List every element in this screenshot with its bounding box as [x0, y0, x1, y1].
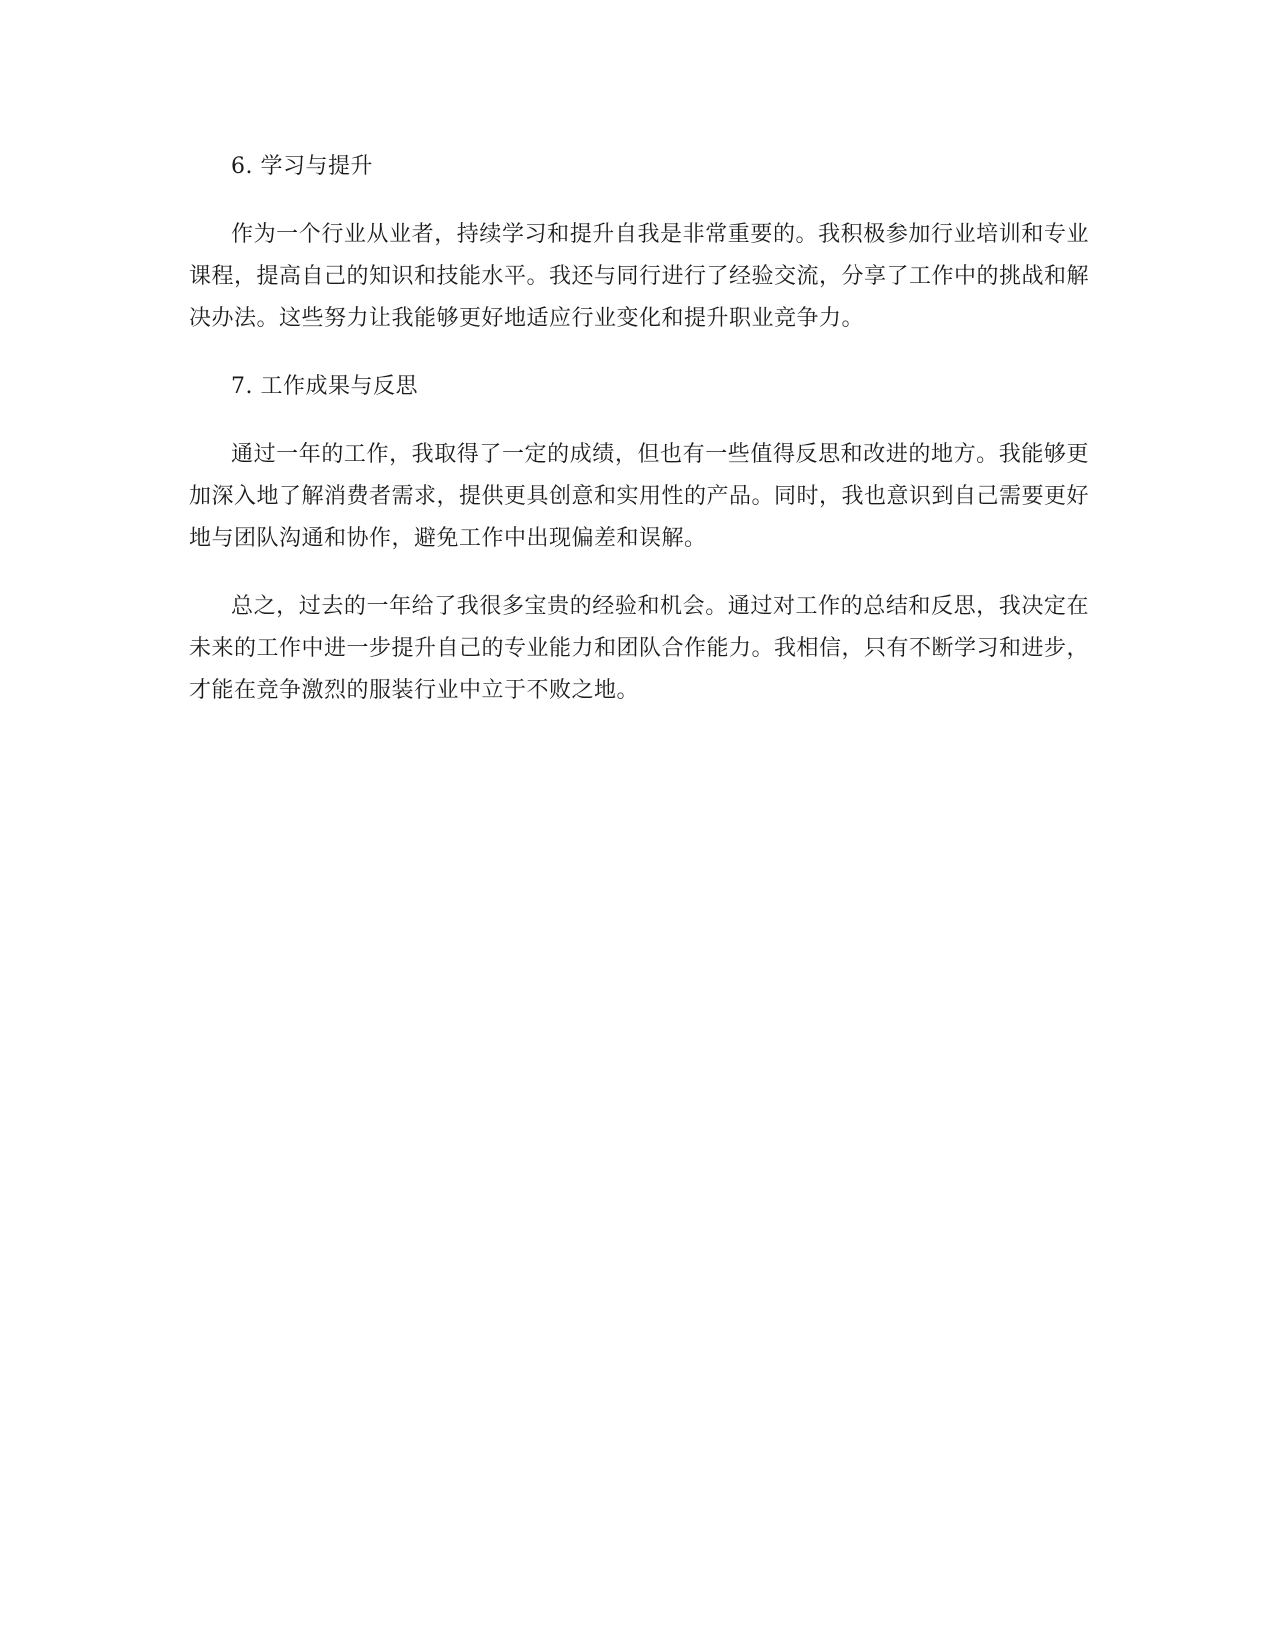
section-paragraph-learning: 作为一个行业从业者，持续学习和提升自我是非常重要的。我积极参加行业培训和专业课程，提高自己的知识和技能水平。我还与同行进行了经验交流，分享了工作中的挑战和解决办法。这些努力让我能够更好地适应行业变化和提升职业竞争力。: [189, 222, 1090, 331]
section-paragraph-results: 通过一年的工作，我取得了一定的成绩，但也有一些值得反思和改进的地方。我能够更加深入地了解消费者需求，提供更具创意和实用性的产品。同时，我也意识到自己需要更好地与团队沟通和协作，避免工作中出现偏差和误解。: [189, 442, 1090, 551]
document-body: [189, 146, 1089, 738]
section-heading-learning: 6. 学习与提升: [231, 154, 373, 179]
section-heading-results: 7. 工作成果与反思: [231, 374, 418, 399]
conclusion-paragraph: 总之，过去的一年给了我很多宝贵的经验和机会。通过对工作的总结和反思，我决定在未来的工作中进一步提升自己的专业能力和团队合作能力。我相信，只有不断学习和进步，才能在竞争激烈的服装行业中立于不败之地。: [189, 594, 1090, 703]
